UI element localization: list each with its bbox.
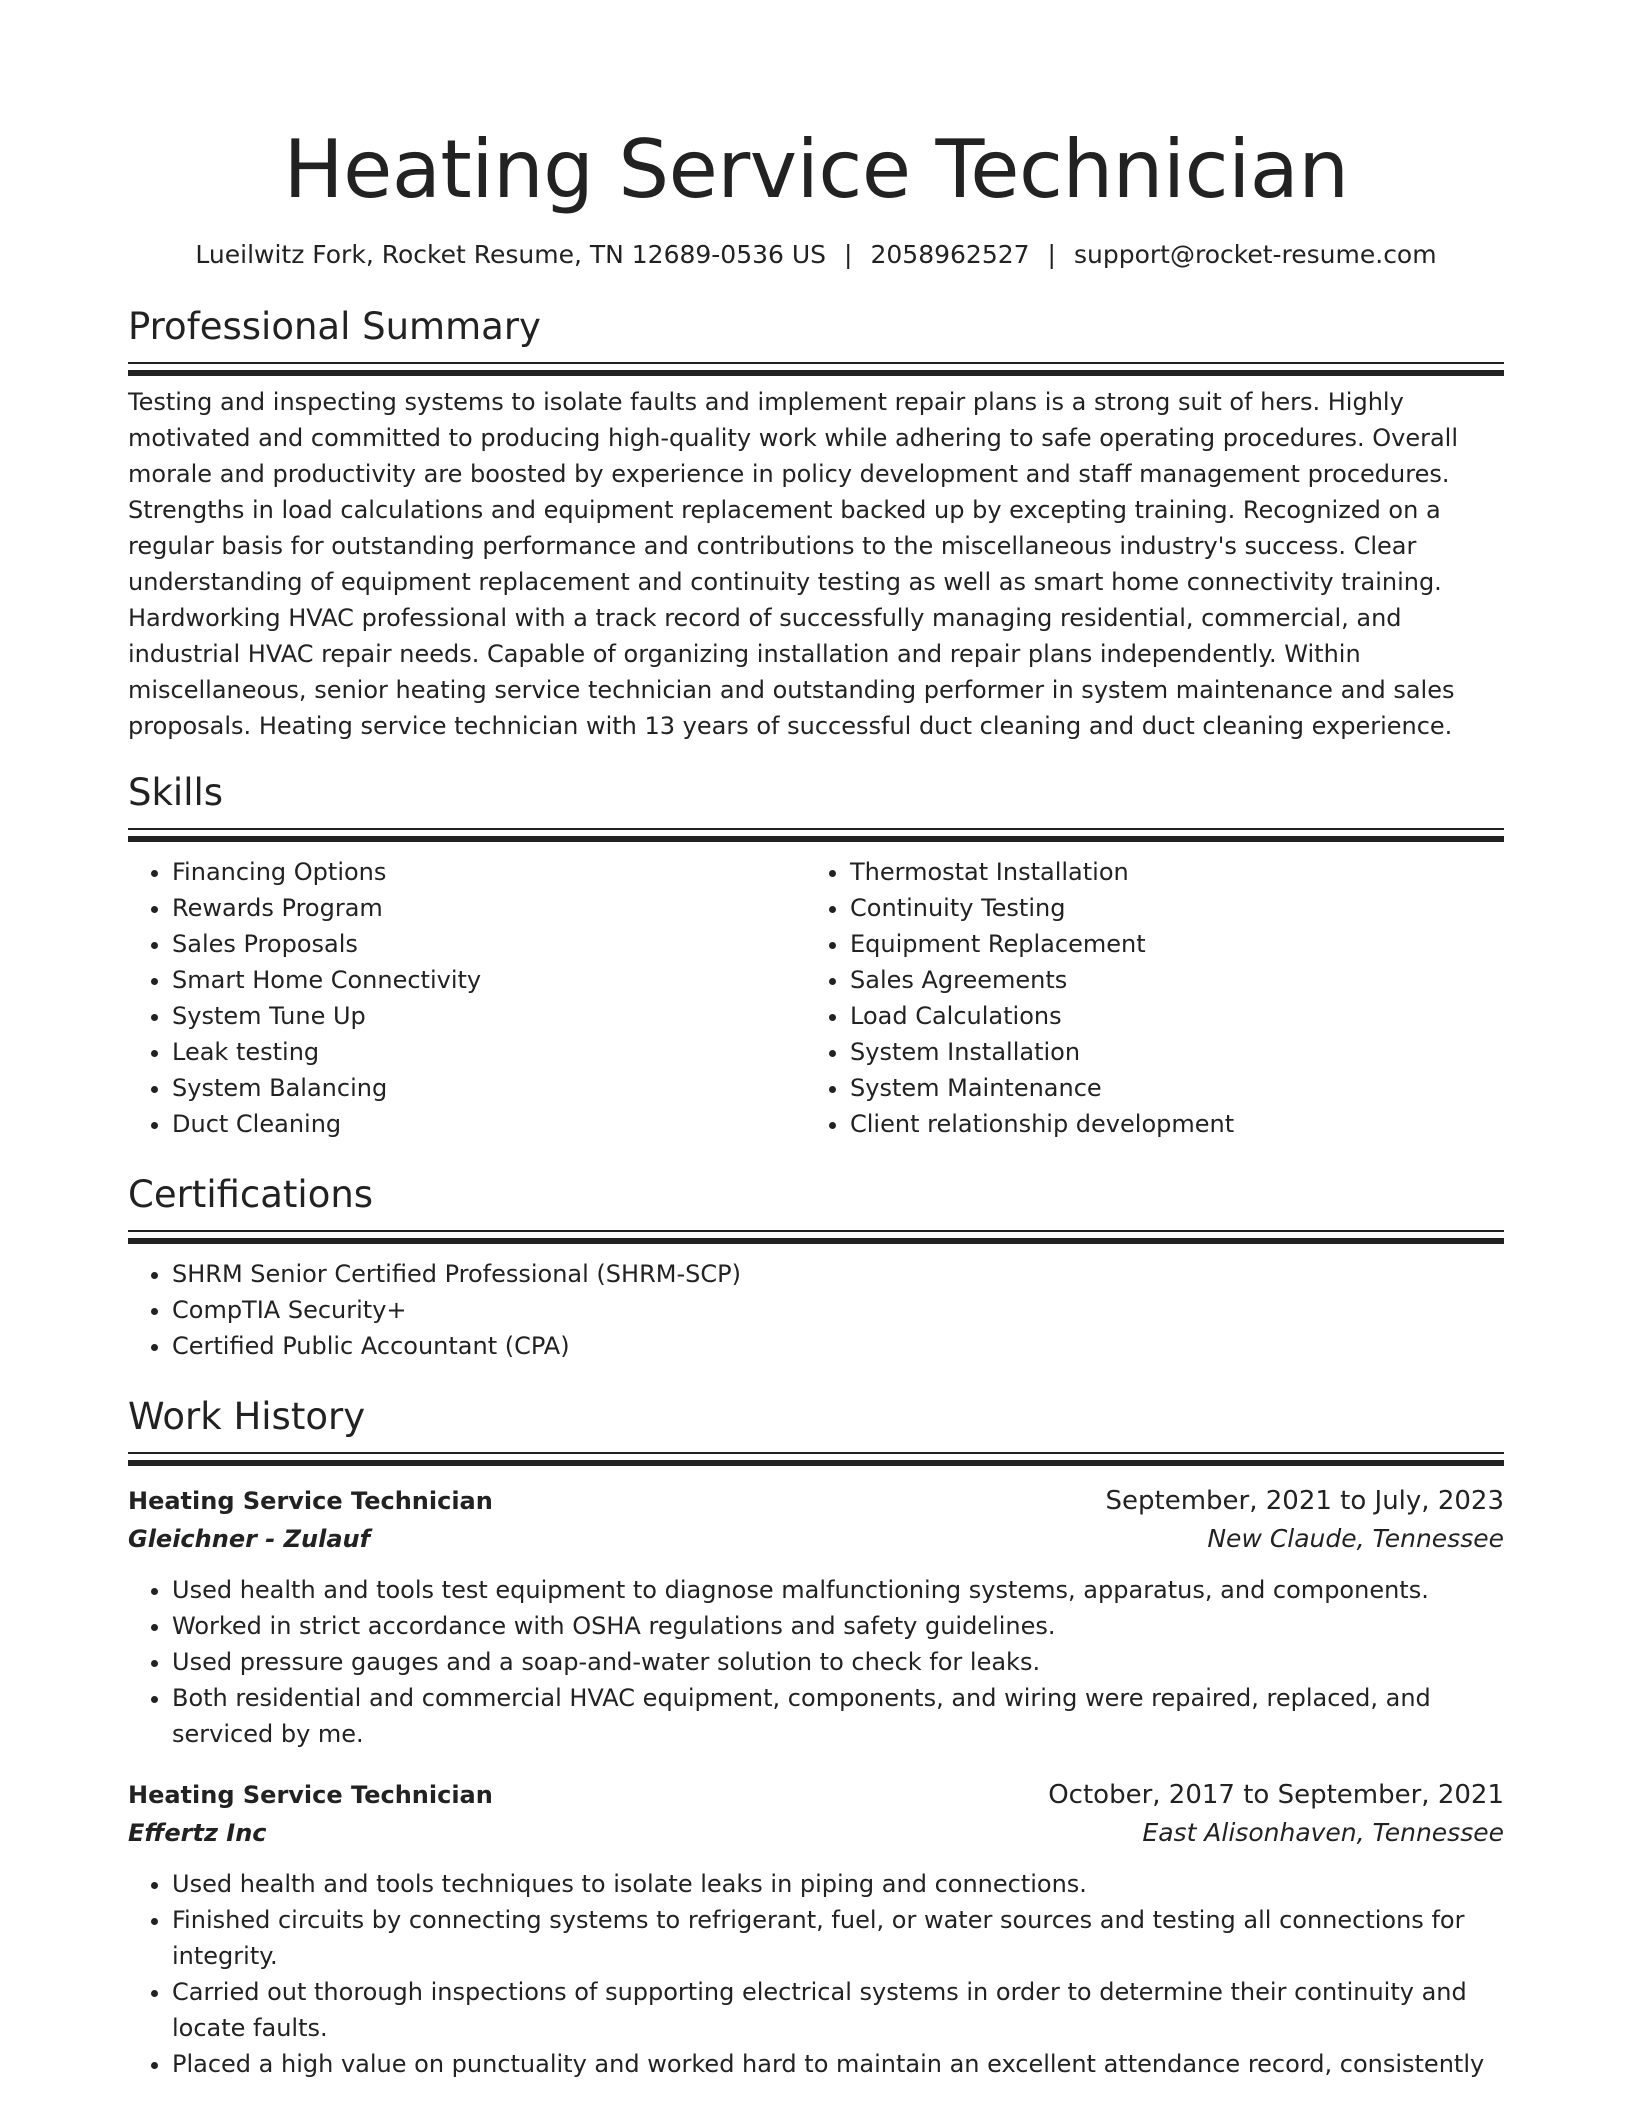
skills-column-left [128, 854, 806, 1142]
job-bullet: • Used health and tools techniques to isolate leaks in piping and connections. [172, 1866, 1504, 1902]
skill-item: • Client relationship development [850, 1106, 1484, 1142]
resume-page [128, 0, 1504, 2082]
job-bullet: • Carried out thorough inspections of supporting electrical systems in order to determine their continuity and locate faults. [172, 1974, 1504, 2046]
section-title: Certifications [128, 1173, 374, 1216]
skill-item: • Duct Cleaning [172, 1106, 806, 1142]
skills-column-right [806, 854, 1484, 1142]
candidate-name: Heating Service Technician [283, 123, 1349, 216]
section-title: Professional Summary [128, 305, 541, 348]
job-header [128, 1776, 1504, 1814]
contact-separator: | [1047, 240, 1056, 269]
job-dates: September, 2021 to July, 2023 [1105, 1486, 1504, 1516]
skill-item: • System Balancing [172, 1070, 806, 1106]
contact-line [128, 238, 1504, 272]
job-location: East Alisonhaven, Tennessee [1142, 1818, 1504, 1847]
resume-header [128, 122, 1504, 272]
skills-grid [128, 854, 1504, 1142]
section-divider [128, 828, 1504, 844]
job-bullet: • Used health and tools test equipment to diagnose malfunctioning systems, apparatus, and components. [172, 1572, 1504, 1608]
skills-section [128, 770, 1504, 1142]
skill-item: • Sales Proposals [172, 926, 806, 962]
contact-phone: 2058962527 [870, 240, 1030, 269]
certifications-section [128, 1172, 1504, 1364]
job-entry [128, 1776, 1504, 2082]
job-location: New Claude, Tennessee [1207, 1524, 1504, 1553]
certification-item: • Certified Public Accountant (CPA) [172, 1328, 1504, 1364]
skill-item: • System Installation [850, 1034, 1484, 1070]
contact-email: support@rocket-resume.com [1073, 240, 1437, 269]
skill-item: • System Maintenance [850, 1070, 1484, 1106]
section-divider [128, 1230, 1504, 1246]
work-history-section [128, 1394, 1504, 2082]
job-bullet: • Both residential and commercial HVAC equipment, components, and wiring were repaired, replaced, and serviced by me. [172, 1680, 1504, 1752]
skill-item: • Sales Agreements [850, 962, 1484, 998]
job-title: Heating Service Technician [128, 1487, 493, 1515]
job-subheader [128, 1814, 1504, 1852]
skill-item: • Continuity Testing [850, 890, 1484, 926]
contact-address: Lueilwitz Fork, Rocket Resume, TN 12689-0536 US [195, 240, 827, 269]
skill-item: • Financing Options [172, 854, 806, 890]
job-bullet: • Worked in strict accordance with OSHA regulations and safety guidelines. [172, 1608, 1504, 1644]
contact-separator: | [844, 240, 853, 269]
job-bullet: • Finished circuits by connecting systems to refrigerant, fuel, or water sources and testing all connections for integrity. [172, 1902, 1504, 1974]
summary-section [128, 304, 1504, 744]
skill-item: • Equipment Replacement [850, 926, 1484, 962]
job-company: Effertz Inc [128, 1819, 267, 1847]
certification-item: • CompTIA Security+ [172, 1292, 1504, 1328]
job-bullet: • Used pressure gauges and a soap-and-water solution to check for leaks. [172, 1644, 1504, 1680]
job-title: Heating Service Technician [128, 1781, 493, 1809]
section-title: Skills [128, 771, 224, 814]
skill-item: • Leak testing [172, 1034, 806, 1070]
skill-item: • Rewards Program [172, 890, 806, 926]
skill-item: • Load Calculations [850, 998, 1484, 1034]
job-header [128, 1482, 1504, 1520]
job-dates: October, 2017 to September, 2021 [1048, 1780, 1504, 1810]
section-title: Work History [128, 1395, 366, 1438]
job-entry [128, 1482, 1504, 1752]
job-bullet: • Placed a high value on punctuality and worked hard to maintain an excellent attendance record, consistently [172, 2046, 1504, 2082]
certification-item: • SHRM Senior Certified Professional (SHRM-SCP) [172, 1256, 1504, 1292]
section-divider [128, 1452, 1504, 1468]
summary-text: Testing and inspecting systems to isolate faults and implement repair plans is a strong suit of hers. Highly motivated and committed to producing high-quality work while adhering to safe operating procedures. Overall morale and productivity are boosted by experience in policy development and staff management procedures. Strengths in load calculations and equipment replacement backed up by excepting training. Recognized on a regular basis for outstanding performance and contributions to the miscellaneous industry's success. Clear understanding of equipment replacement and continuity testing as well as smart home connectivity training. Hardworking HVAC professional with a track record of successfully managing residential, commercial, and industrial HVAC repair needs. Capable of organizing installation and repair plans independently. Within miscellaneous, senior heating service technician and outstanding performer in system maintenance and sales proposals. Heating service technician with 13 years of successful duct cleaning and duct cleaning experience. [128, 388, 1458, 740]
job-company: Gleichner - Zulauf [128, 1525, 371, 1553]
skill-item: • Thermostat Installation [850, 854, 1484, 890]
skill-item: • System Tune Up [172, 998, 806, 1034]
section-divider [128, 362, 1504, 378]
skill-item: • Smart Home Connectivity [172, 962, 806, 998]
job-subheader [128, 1520, 1504, 1558]
